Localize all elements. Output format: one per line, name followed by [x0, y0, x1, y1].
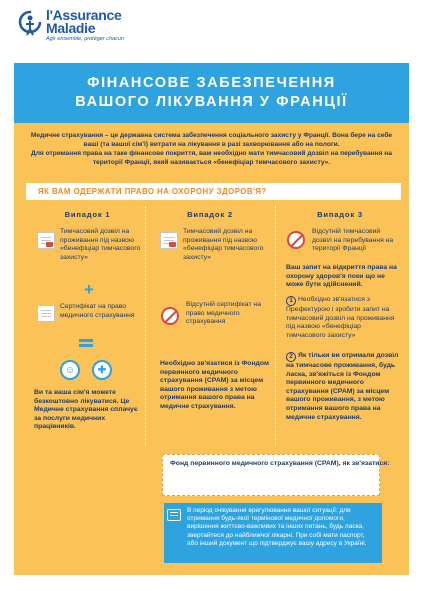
cpam-contact-label: Фонд первинного медичного страхування (CPAM), як зв'язатися:: [170, 460, 390, 467]
page-title-line2: ВАШОГО ЛІКУВАННЯ У ФРАНЦІЇ: [75, 94, 348, 110]
step-number: 1: [286, 296, 296, 306]
step-number: 2: [286, 352, 296, 362]
logo: [18, 8, 124, 50]
intro-paragraph-1: Медичне страхування – це державна система забезпечення соціального захисту у Франції. Вона бере на себе ваші (та вашої сім'ї) витрати на лікування в разі захворювання або на пологи.: [30, 132, 393, 149]
case2-result-text: Необхідно зв'язатися із Фондом первинного медичного страхування (CPAM) за місцем вашого проживання з метою отримання вашого права на медичне страхування.: [160, 360, 269, 410]
logo-tagline: Agir ensemble, protéger chacun: [46, 36, 124, 42]
plus-icon: +: [84, 280, 94, 299]
waiting-period-note: [164, 503, 382, 563]
case1-certificate-text: Сертифікат на право медичного страхування: [60, 303, 135, 319]
family-icon: ☺: [60, 360, 80, 380]
intro-paragraph-2: Для отримання права на таке фінансове покриття, вам необхідно мати тимчасовий дозвіл на перебування на території Франції, який називається «бенефіціар тимчасового захисту».: [31, 150, 392, 167]
case3-intro-text: Ваш запит на відкриття права на охорону здоров'я поки що не може бути здійснений.: [286, 264, 397, 289]
logo-figure-icon: [18, 10, 42, 40]
case3-permit-text: Відсутній тимчасовий дозвіл на перебування на території Франції: [312, 228, 394, 253]
case2-certificate-text: Відсутній сертифікат на право медичного страхування: [186, 301, 261, 326]
page-title-band: [14, 63, 409, 123]
residence-permit-icon: [160, 232, 178, 249]
logo-name-line1: l'Assurance: [46, 7, 122, 23]
id-card-icon: [167, 509, 181, 521]
residence-permit-icon: [37, 232, 55, 249]
case3-step2-text: Як тільки ви отримали дозвіл на тимчасове проживання, будь ласка, зв'яжіться із Фондом первинного медичного страхування (CPAM) за місцем вашого проживання, з метою отримання вашого права на медичне страхування.: [286, 352, 399, 421]
case3-step1: [286, 296, 399, 340]
page-title-line1: ФІНАНСОВЕ ЗАБЕЗПЕЧЕННЯ: [87, 75, 336, 91]
case3-step1-text: Необхідно зв'язатися з Префектурою і зробити запит на тимчасовий дозвіл на проживання під назвою «бенефіціар тимчасового захисту»: [286, 296, 395, 339]
logo-name-line2: Maladie: [46, 20, 96, 36]
case2-heading: Випадок 2: [187, 210, 233, 219]
waiting-period-note-text: В період очікування врегулювання вашої ситуації: для отримання будь-якої термінової медичної допомоги, вирішення життєво-важливих та інших питань, будь ласка, звертайтеся до найближчої лікарні. При собі мати паспорт, або інший документ що підтверджує вашу адресу в Україні.: [187, 507, 367, 547]
column-divider: [145, 206, 146, 446]
column-divider: [275, 206, 276, 446]
case1-heading: Випадок 1: [64, 210, 111, 219]
case3-step2: [286, 352, 399, 422]
insurance-certificate-icon: [37, 305, 55, 322]
question-heading-bar: [26, 183, 401, 200]
case3-heading: Випадок 3: [317, 210, 363, 219]
equals-icon: [79, 339, 93, 347]
case1-result-text: Ви та ваша сім'я можете безкоштовно лікуватися. Це Медичне страхування сплачує за послуги медичних працівників.: [34, 389, 138, 431]
intro-text: [30, 131, 393, 167]
no-certificate-icon: [161, 307, 179, 325]
no-permit-icon: [287, 231, 305, 249]
doctor-icon: ✚: [92, 360, 112, 380]
case1-permit-text: Тимчасовий дозвіл на проживання під назвою «бенефіціар тимчасового захисту»: [60, 228, 141, 261]
case2-permit-text: Тимчасовий дозвіл на проживання під назвою «бенефіціар тимчасового захисту»: [183, 228, 264, 261]
question-heading: ЯК ВАМ ОДЕРЖАТИ ПРАВО НА ОХОРОНУ ЗДОРОВ'Я?: [38, 187, 267, 196]
